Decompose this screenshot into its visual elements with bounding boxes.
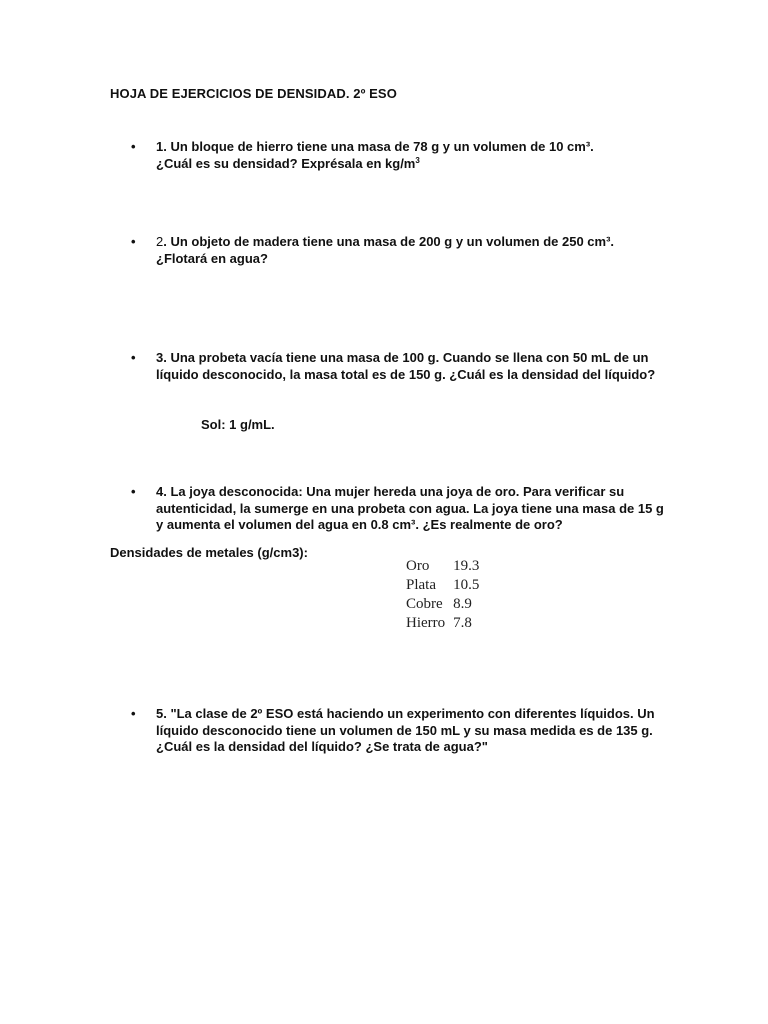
bullet-1: •	[131, 139, 136, 154]
densities-label: Densidades de metales (g/cm3):	[110, 545, 308, 560]
exercise-1-line-2	[156, 156, 676, 173]
table-row	[403, 576, 482, 595]
exercise-1-text-a: . Un bloque de hierro tiene una masa de 78 g y un volumen de 10 cm³.	[163, 139, 594, 154]
metal-name: Plata	[406, 577, 436, 593]
metal-density: 19.3	[453, 558, 480, 574]
table-row	[403, 595, 482, 614]
metal-name: Hierro	[406, 615, 446, 631]
exercise-2-text-a: . Un objeto de madera tiene una masa de 200 g y un volumen de 250 cm³.	[163, 234, 615, 249]
bullet-5: •	[131, 706, 136, 721]
exercise-3-solution: Sol: 1 g/mL.	[201, 417, 275, 432]
exercise-2-number: 2	[156, 234, 164, 249]
exercise-1	[156, 139, 676, 172]
exercise-1-superscript: 3	[415, 155, 420, 165]
metal-name: Cobre	[406, 596, 443, 612]
exercise-2	[156, 234, 696, 267]
bullet-3: •	[131, 350, 136, 365]
exercise-1-number: 1	[156, 139, 164, 154]
metal-density: 8.9	[453, 596, 472, 612]
exercise-2-text-b: ¿Flotará en agua?	[156, 250, 268, 266]
table-row	[403, 614, 482, 633]
exercise-3: 3. Una probeta vacía tiene una masa de 100 g. Cuando se llena con 50 mL de un líquido desconocido, la masa total es de 150 g. ¿Cuál es la densidad del líquido?	[156, 350, 656, 382]
metal-name: Oro	[406, 558, 430, 574]
exercise-4: 4. La joya desconocida: Una mujer hereda una joya de oro. Para verificar su autenticidad, la sumerge en una probeta con agua. La joya tiene una masa de 15 g y aumenta el volumen del agua en 0.8 cm³. ¿Es realmente de oro?	[156, 484, 664, 532]
metal-density: 10.5	[453, 577, 480, 593]
bullet-4: •	[131, 484, 136, 499]
exercise-1-text-b: ¿Cuál es su densidad? Exprésala en kg/m	[156, 155, 416, 171]
exercise-1-line-1	[156, 139, 676, 156]
metal-density-table	[403, 557, 482, 633]
exercise-2-line-1	[156, 234, 696, 251]
table-row	[403, 557, 482, 576]
exercise-2-line-2	[156, 251, 696, 268]
worksheet-title: HOJA DE EJERCICIOS DE DENSIDAD. 2º ESO	[110, 86, 397, 101]
exercise-5: 5. "La clase de 2º ESO está haciendo un experimento con diferentes líquidos. Un líquido desconocido tiene un volumen de 150 mL y su masa medida es de 135 g. ¿Cuál es la densidad del líquido? ¿Se trata de agua?"	[156, 706, 655, 754]
bullet-2: •	[131, 234, 136, 249]
metal-density: 7.8	[453, 615, 472, 631]
